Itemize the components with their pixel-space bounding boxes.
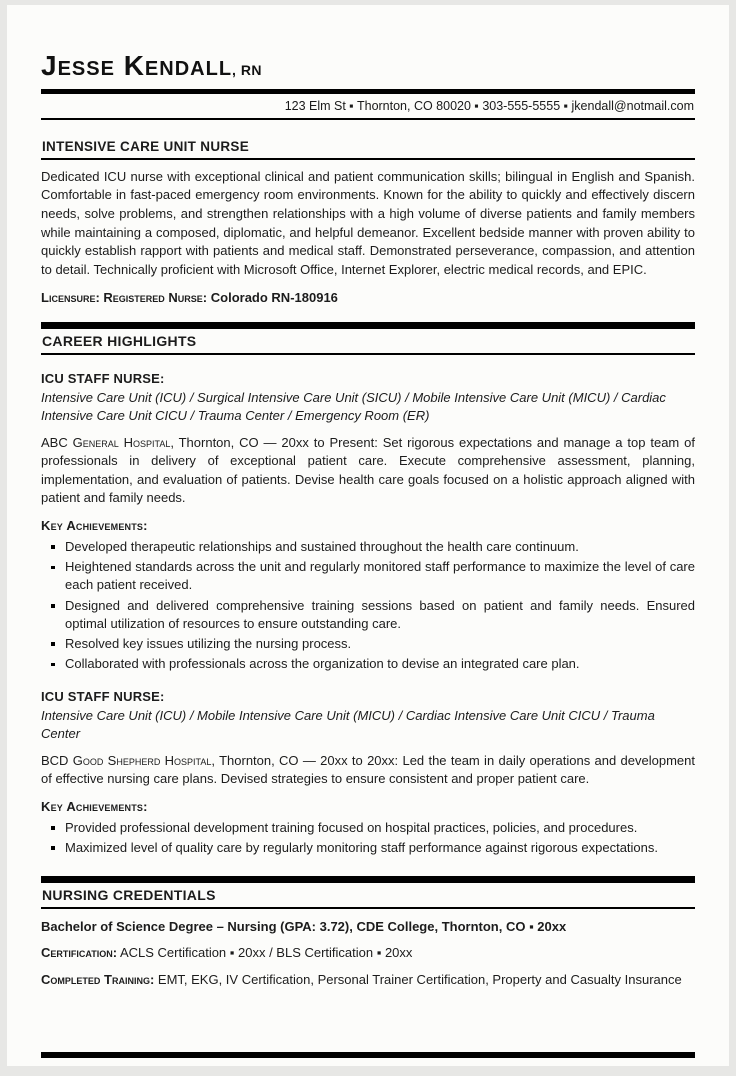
section-bar bbox=[41, 322, 695, 329]
achievement-item bbox=[41, 655, 695, 673]
contact-line: 123 Elm St ▪ Thornton, CO 80020 ▪ 303-555-5555 ▪ jkendall@notmail.com bbox=[284, 98, 694, 113]
training-label: Completed Training: bbox=[41, 972, 155, 988]
employer-location-dates: , Thornton, CO — 20xx to Present: bbox=[170, 434, 378, 450]
achievements-list bbox=[41, 538, 695, 673]
employer-location-dates: , Thornton, CO — 20xx to 20xx: bbox=[211, 752, 399, 768]
credentials-title: NURSING CREDENTIALS bbox=[41, 883, 695, 909]
achievement-item bbox=[41, 839, 695, 857]
certification-label: Certification: bbox=[41, 945, 118, 961]
job-description-text: Set rigorous expectations and manage a top team of professionals in delivery of exceptional patient care. Execute comprehensive assessment, planning, implementation, and evaluation of patients. Devise health care goals focused on a holistic approach aligned with patient and family needs. bbox=[41, 434, 695, 506]
footer-bar bbox=[41, 1052, 695, 1058]
licensure-label: Licensure: Registered Nurse: bbox=[41, 290, 208, 306]
licensure-value: Colorado RN-180916 bbox=[210, 290, 338, 306]
bullet-icon bbox=[51, 566, 55, 570]
resume-page bbox=[7, 5, 729, 1066]
job-title: ICU STAFF NURSE: bbox=[41, 689, 165, 705]
certification-value: ACLS Certification ▪ 20xx / BLS Certification ▪ 20xx bbox=[119, 945, 413, 961]
employer-name: BCD Good Shepherd Hospital bbox=[41, 752, 212, 768]
bullet-icon bbox=[51, 826, 55, 830]
achievements-list bbox=[41, 819, 695, 857]
achievement-item bbox=[41, 597, 695, 633]
training-line bbox=[41, 971, 695, 989]
job-description bbox=[41, 752, 695, 789]
certification-line bbox=[41, 944, 695, 962]
achievement-item bbox=[41, 558, 695, 594]
bullet-icon bbox=[51, 663, 55, 667]
job-description bbox=[41, 434, 695, 508]
achievement-text: Designed and delivered comprehensive training sessions based on patient and family needs. Ensured optimal utilization of resources to ensure outstanding care. bbox=[65, 597, 695, 631]
training-value: EMT, EKG, IV Certification, Personal Trainer Certification, Property and Casualty Insurance bbox=[157, 972, 682, 988]
summary-section bbox=[41, 120, 695, 305]
achievement-text: Resolved key issues utilizing the nursing process. bbox=[65, 635, 352, 651]
section-bar bbox=[41, 876, 695, 883]
career-highlights-section bbox=[41, 305, 695, 859]
credentials-section bbox=[41, 859, 695, 989]
candidate-name-text: Jesse Kendall bbox=[41, 50, 233, 81]
achievement-text: Developed therapeutic relationships and sustained throughout the health care continuum. bbox=[65, 538, 579, 554]
degree-line: Bachelor of Science Degree – Nursing (GPA: 3.72), CDE College, Thornton, CO ▪ 20xx bbox=[41, 918, 567, 934]
candidate-name bbox=[41, 51, 695, 82]
job-entry bbox=[41, 371, 695, 673]
bullet-icon bbox=[51, 642, 55, 646]
employer-name: ABC General Hospital bbox=[41, 434, 171, 450]
achievement-text: Heightened standards across the unit and regularly monitored staff performance to maximize the level of care each patient received. bbox=[65, 559, 695, 593]
achievement-text: Maximized level of quality care by regularly monitoring staff performance against rigorous expectations. bbox=[65, 839, 658, 855]
bullet-icon bbox=[51, 846, 55, 850]
achievement-text: Collaborated with professionals across the organization to devise an integrated care plan. bbox=[65, 656, 580, 672]
job-description-text: Led the team in daily operations and development of effective nursing care plans. Devised strategies to ensure consistent and proper patient care. bbox=[41, 752, 695, 787]
job-title: ICU STAFF NURSE: bbox=[41, 371, 165, 387]
bullet-icon bbox=[51, 545, 55, 549]
achievement-item bbox=[41, 819, 695, 837]
achievement-item bbox=[41, 538, 695, 556]
job-entry bbox=[41, 689, 695, 857]
achievement-item bbox=[41, 635, 695, 653]
career-highlights-title: CAREER HIGHLIGHTS bbox=[41, 329, 695, 355]
job-units: Intensive Care Unit (ICU) / Surgical Intensive Care Unit (SICU) / Mobile Intensive Care Unit (MICU) / Cardiac Intensive Care Unit CICU / Trauma Center / Emergency Room (ER) bbox=[41, 390, 666, 424]
resume-header bbox=[41, 51, 695, 120]
job-units: Intensive Care Unit (ICU) / Mobile Intensive Care Unit (MICU) / Cardiac Intensive Care Unit CICU / Trauma Center bbox=[41, 708, 655, 742]
summary-title: INTENSIVE CARE UNIT NURSE bbox=[41, 137, 695, 160]
key-achievements-label: Key Achievements: bbox=[41, 517, 148, 533]
candidate-credential: , RN bbox=[232, 62, 263, 78]
bullet-icon bbox=[51, 604, 55, 608]
summary-paragraph: Dedicated ICU nurse with exceptional clinical and patient communication skills; bilingual in English and Spanish. Comfortable in fast-paced emergency room environments. Known for the ability to quickly and effectively discern needs, solve problems, and strengthen relationships with a high volume of diverse patients and family members while maintaining a composed, diplomatic, and helpful demeanor. Excellent bedside manner with proven ability to quickly establish rapport with patients and medical staff. Demonstrated perseverance, compassion, and attention to detail. Technically proficient with Microsoft Office, Internet Explorer, electric medical records, and EPIC. bbox=[41, 168, 695, 277]
key-achievements-label: Key Achievements: bbox=[41, 798, 148, 814]
licensure-line bbox=[41, 290, 695, 305]
achievement-text: Provided professional development training focused on hospital practices, policies, and procedures. bbox=[65, 819, 638, 835]
